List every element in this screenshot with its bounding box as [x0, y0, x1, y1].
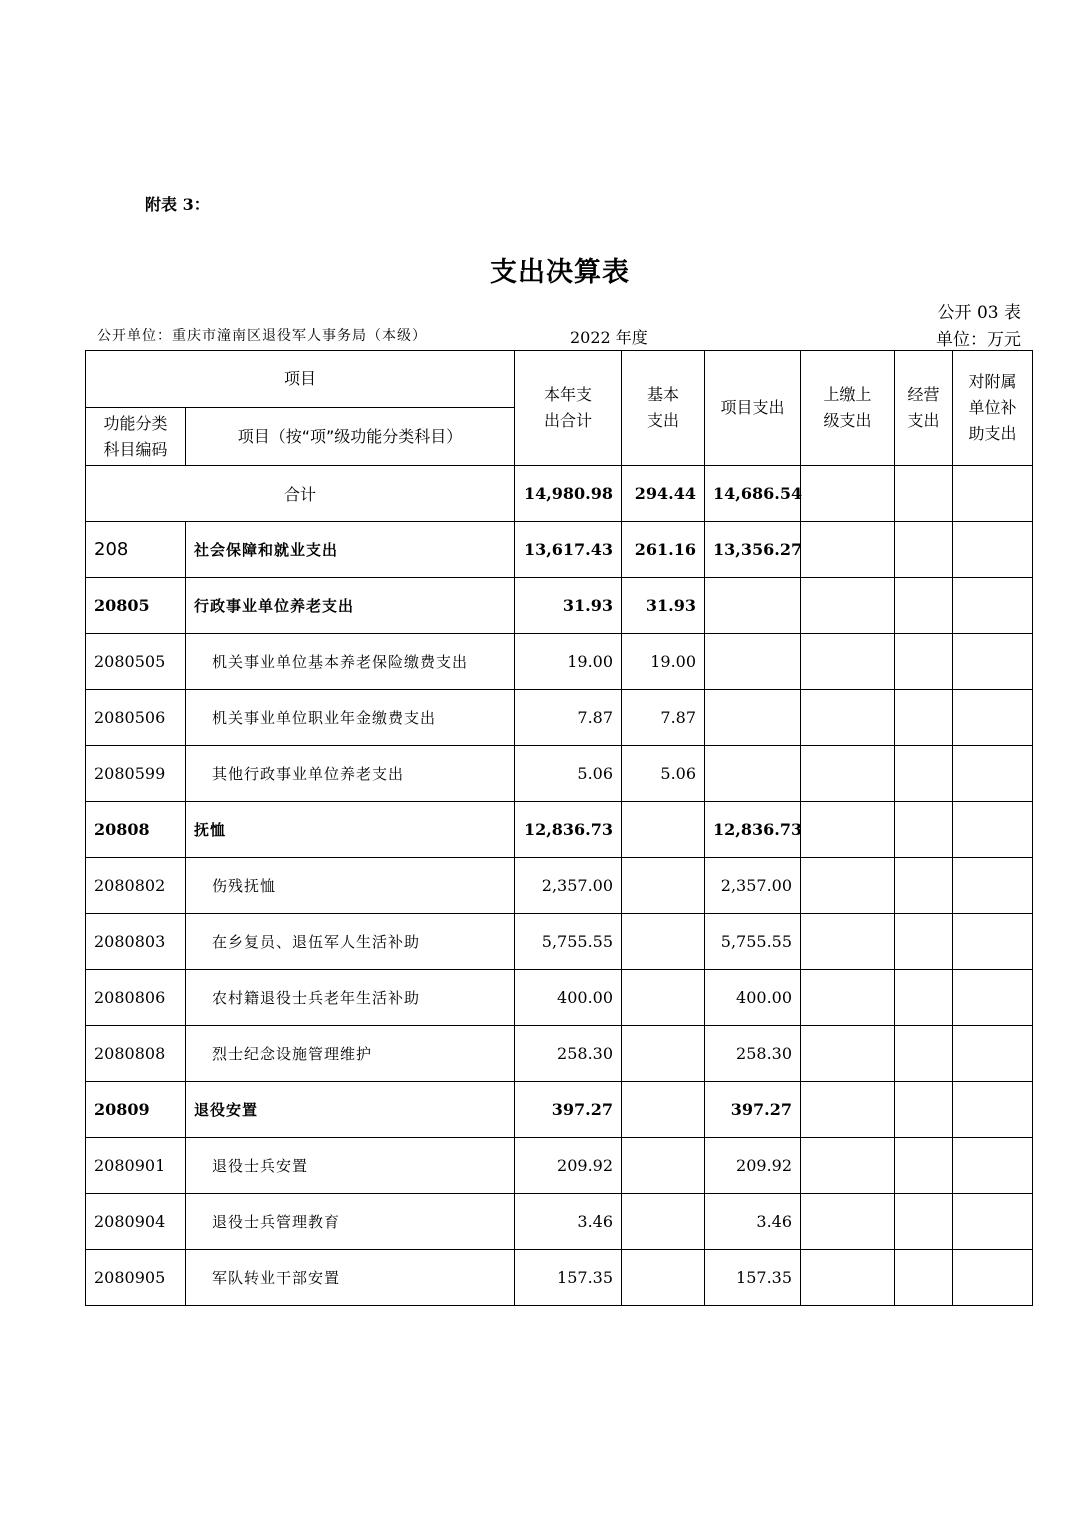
row-name: 抚恤	[186, 802, 515, 858]
row-name: 机关事业单位基本养老保险缴费支出	[186, 634, 515, 690]
row-upper	[801, 746, 895, 802]
row-code: 20808	[86, 802, 186, 858]
row-name: 农村籍退役士兵老年生活补助	[186, 970, 515, 1026]
row-total: 3.46	[515, 1194, 622, 1250]
form-number: 公开 03 表	[937, 303, 1021, 323]
row-project: 209.92	[705, 1138, 801, 1194]
row-code: 2080905	[86, 1250, 186, 1306]
row-subsidy	[953, 1026, 1033, 1082]
header-name: 项目（按“项”级功能分类科目）	[186, 408, 515, 466]
row-total: 157.35	[515, 1250, 622, 1306]
total-label: 合计	[86, 466, 515, 522]
page-title: 支出决算表	[490, 257, 630, 288]
row-name: 退役安置	[186, 1082, 515, 1138]
row-project: 397.27	[705, 1082, 801, 1138]
row-project: 13,356.27	[705, 522, 801, 578]
row-business	[895, 1138, 953, 1194]
row-subsidy	[953, 690, 1033, 746]
row-subsidy	[953, 634, 1033, 690]
row-upper	[801, 802, 895, 858]
row-project: 2,357.00	[705, 858, 801, 914]
total-project: 14,686.54	[705, 466, 801, 522]
table-row	[86, 1026, 1033, 1082]
header-subsidy: 对附属 单位补 助支出	[953, 351, 1033, 466]
row-business	[895, 1194, 953, 1250]
row-basic	[622, 1250, 705, 1306]
row-name: 其他行政事业单位养老支出	[186, 746, 515, 802]
row-code: 2080904	[86, 1194, 186, 1250]
header-item: 项目	[86, 351, 515, 408]
row-basic	[622, 1194, 705, 1250]
row-project: 258.30	[705, 1026, 801, 1082]
row-project: 5,755.55	[705, 914, 801, 970]
row-project	[705, 578, 801, 634]
row-total: 209.92	[515, 1138, 622, 1194]
row-business	[895, 802, 953, 858]
header-total: 本年支 出合计	[515, 351, 622, 466]
row-code: 2080506	[86, 690, 186, 746]
row-business	[895, 1250, 953, 1306]
row-total: 13,617.43	[515, 522, 622, 578]
total-sum: 14,980.98	[515, 466, 622, 522]
row-subsidy	[953, 914, 1033, 970]
row-business	[895, 578, 953, 634]
table-row	[86, 746, 1033, 802]
row-name: 军队转业干部安置	[186, 1250, 515, 1306]
table-row	[86, 1194, 1033, 1250]
total-upper	[801, 466, 895, 522]
row-business	[895, 634, 953, 690]
table-row	[86, 914, 1033, 970]
total-business	[895, 466, 953, 522]
row-project: 12,836.73	[705, 802, 801, 858]
header-code: 功能分类 科目编码	[86, 408, 186, 466]
row-subsidy	[953, 1250, 1033, 1306]
table-row	[86, 1138, 1033, 1194]
reporting-unit: 公开单位：重庆市潼南区退役军人事务局（本级）	[97, 328, 427, 344]
row-basic: 31.93	[622, 578, 705, 634]
row-total: 400.00	[515, 970, 622, 1026]
row-code: 2080505	[86, 634, 186, 690]
row-name: 烈士纪念设施管理维护	[186, 1026, 515, 1082]
row-name: 行政事业单位养老支出	[186, 578, 515, 634]
header-upper: 上缴上 级支出	[801, 351, 895, 466]
row-project: 157.35	[705, 1250, 801, 1306]
row-code: 2080901	[86, 1138, 186, 1194]
row-name: 社会保障和就业支出	[186, 522, 515, 578]
row-total: 31.93	[515, 578, 622, 634]
table-row	[86, 858, 1033, 914]
row-project: 3.46	[705, 1194, 801, 1250]
row-upper	[801, 1194, 895, 1250]
row-business	[895, 746, 953, 802]
row-subsidy	[953, 1194, 1033, 1250]
row-upper	[801, 1138, 895, 1194]
row-name: 机关事业单位职业年金缴费支出	[186, 690, 515, 746]
fiscal-year: 2022 年度	[570, 328, 648, 347]
row-code: 208	[86, 522, 186, 578]
row-basic	[622, 1026, 705, 1082]
row-subsidy	[953, 970, 1033, 1026]
row-total: 397.27	[515, 1082, 622, 1138]
row-basic	[622, 970, 705, 1026]
row-total: 12,836.73	[515, 802, 622, 858]
row-name: 退役士兵管理教育	[186, 1194, 515, 1250]
table-row	[86, 690, 1033, 746]
row-project	[705, 634, 801, 690]
row-basic	[622, 914, 705, 970]
table-row	[86, 970, 1033, 1026]
row-subsidy	[953, 858, 1033, 914]
row-upper	[801, 522, 895, 578]
row-code: 2080803	[86, 914, 186, 970]
row-business	[895, 858, 953, 914]
row-basic: 19.00	[622, 634, 705, 690]
total-row	[86, 466, 1033, 522]
total-basic: 294.44	[622, 466, 705, 522]
row-business	[895, 690, 953, 746]
table-row	[86, 1250, 1033, 1306]
row-subsidy	[953, 522, 1033, 578]
row-code: 20809	[86, 1082, 186, 1138]
row-name: 退役士兵安置	[186, 1138, 515, 1194]
row-subsidy	[953, 1138, 1033, 1194]
row-subsidy	[953, 802, 1033, 858]
row-business	[895, 522, 953, 578]
row-upper	[801, 690, 895, 746]
row-basic	[622, 858, 705, 914]
attachment-label: 附表 3：	[145, 195, 210, 214]
row-basic	[622, 1082, 705, 1138]
row-business	[895, 1082, 953, 1138]
row-code: 20805	[86, 578, 186, 634]
row-business	[895, 914, 953, 970]
row-subsidy	[953, 746, 1033, 802]
table-row	[86, 802, 1033, 858]
row-total: 5,755.55	[515, 914, 622, 970]
row-total: 19.00	[515, 634, 622, 690]
row-name: 在乡复员、退伍军人生活补助	[186, 914, 515, 970]
row-upper	[801, 578, 895, 634]
row-total: 5.06	[515, 746, 622, 802]
row-upper	[801, 914, 895, 970]
row-subsidy	[953, 578, 1033, 634]
row-upper	[801, 858, 895, 914]
row-project: 400.00	[705, 970, 801, 1026]
row-project	[705, 746, 801, 802]
row-upper	[801, 1082, 895, 1138]
row-code: 2080806	[86, 970, 186, 1026]
row-code: 2080802	[86, 858, 186, 914]
row-basic: 261.16	[622, 522, 705, 578]
row-upper	[801, 1026, 895, 1082]
row-project	[705, 690, 801, 746]
table-row	[86, 522, 1033, 578]
total-subsidy	[953, 466, 1033, 522]
table-row	[86, 578, 1033, 634]
row-upper	[801, 1250, 895, 1306]
row-subsidy	[953, 1082, 1033, 1138]
header-business: 经营 支出	[895, 351, 953, 466]
row-basic: 7.87	[622, 690, 705, 746]
row-name: 伤残抚恤	[186, 858, 515, 914]
row-business	[895, 970, 953, 1026]
row-basic	[622, 802, 705, 858]
currency-unit: 单位：万元	[936, 330, 1021, 350]
row-total: 258.30	[515, 1026, 622, 1082]
row-basic: 5.06	[622, 746, 705, 802]
row-code: 2080808	[86, 1026, 186, 1082]
row-basic	[622, 1138, 705, 1194]
row-code: 2080599	[86, 746, 186, 802]
row-total: 2,357.00	[515, 858, 622, 914]
row-upper	[801, 634, 895, 690]
table-row	[86, 634, 1033, 690]
table-row	[86, 1082, 1033, 1138]
header-basic: 基本 支出	[622, 351, 705, 466]
expenditure-table	[85, 350, 1033, 1306]
header-project: 项目支出	[705, 351, 801, 466]
row-business	[895, 1026, 953, 1082]
row-total: 7.87	[515, 690, 622, 746]
row-upper	[801, 970, 895, 1026]
